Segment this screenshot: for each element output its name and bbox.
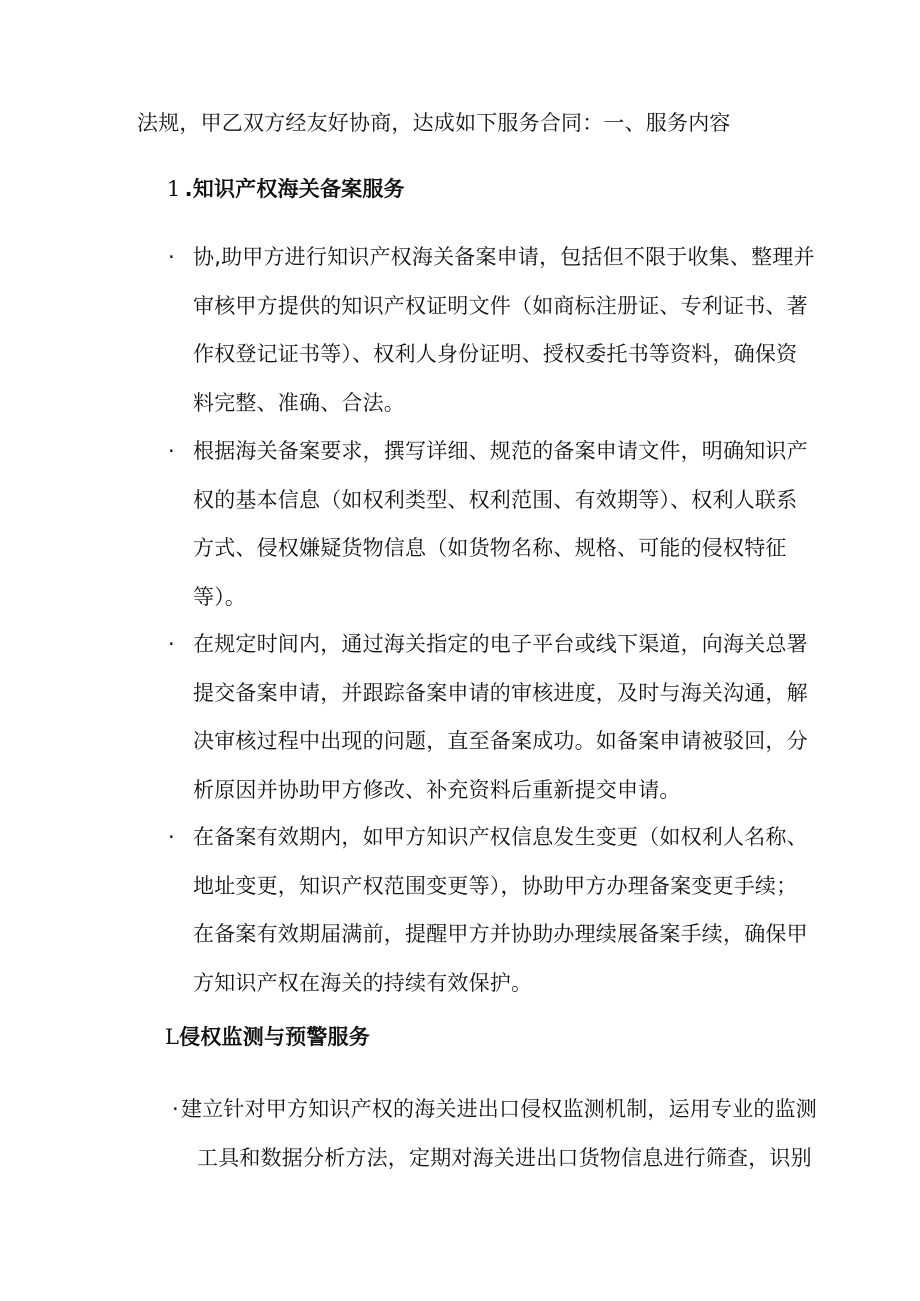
text-line: 在备案有效期内，如甲方知识产权信息发生变更（如权利人名称、 — [193, 825, 808, 849]
text-line: 作权登记证书等）、权利人身份证明、授权委托书等资料，确保资 — [193, 342, 798, 366]
section-title: 侵权监测与预警服务 — [179, 1025, 370, 1049]
text-line: 在备案有效期届满前，提醒甲方并协助办理续展备案手续，确保甲 — [193, 922, 808, 946]
text-line: 析原因并协助甲方修改、补充资料后重新提交申请。 — [193, 777, 681, 802]
text-line: 工具和数据分析方法，定期对海关进出口货物信息进行筛查，识别 — [197, 1145, 812, 1170]
list-item-text — [181, 1085, 817, 1182]
text-line: 建立针对甲方知识产权的海关进出口侵权监测机制，运用专业的监测 — [181, 1097, 817, 1121]
text-line: 方式、侵权嫌疑货物信息（如货物名称、规格、可能的侵权特征 — [193, 536, 787, 560]
list-item-text — [193, 427, 808, 621]
section-title: .知识产权海关备案服务 — [184, 177, 405, 201]
section-number: L — [165, 1025, 180, 1049]
bullet-dot-icon: · — [168, 825, 175, 849]
list-item-text — [193, 233, 815, 427]
text-line: 审核甲方提供的知识产权证明文件（如商标注册证、专利证书、著 — [193, 293, 808, 318]
text-line: 在规定时间内，通过海关指定的电子平台或线下渠道，向海关总署 — [193, 632, 808, 656]
bullet-dot-icon: · — [168, 632, 175, 656]
text-line: 方知识产权在海关的持续有效保护。 — [193, 970, 533, 995]
text-line: 提交备案申请，并跟踪备案申请的审核进度，及时与海关沟通，解 — [193, 680, 808, 705]
text-line: 决审核过程中出现的问题，直至备案成功。如备案申请被驳回，分 — [193, 729, 808, 753]
section-heading-infringement-monitoring — [165, 1022, 370, 1052]
text-line: 根据海关备案要求，撰写详细、规范的备案申请文件，明确知识产 — [193, 439, 808, 463]
text-line: 等）。 — [193, 584, 247, 609]
bullet-dot-icon: · — [172, 1097, 179, 1121]
list-item-text — [193, 620, 808, 814]
text-line: 地址变更，知识产权范围变更等），协助甲方办理备案变更手续； — [193, 873, 798, 898]
text-line: 权的基本信息（如权利类型、权利范围、有效期等）、权利人联系 — [193, 487, 798, 512]
list-item-text — [193, 813, 808, 1007]
bullet-dot-icon: · — [168, 245, 175, 269]
text-line: 协,助甲方进行知识产权海关备案申请，包括但不限于收集、整理并 — [193, 245, 815, 269]
bullet-dot-icon: · — [168, 439, 175, 463]
section-number: 1 — [167, 177, 181, 201]
intro-paragraph: 法规，甲乙双方经友好协商，达成如下服务合同：一、服务内容 — [137, 111, 731, 135]
section-heading-customs-filing — [167, 174, 405, 204]
text-line: 料完整、准确、合法。 — [193, 390, 405, 415]
